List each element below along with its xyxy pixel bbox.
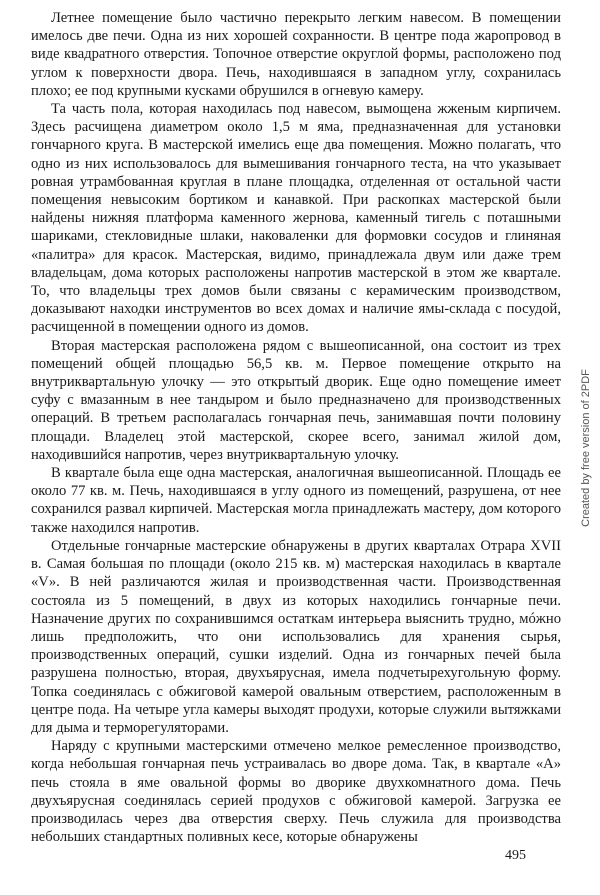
page-number: 495 <box>505 848 526 863</box>
paragraph: В квартале была еще одна мастерская, аналогичная вышеописанной. Площадь ее около 77 кв. м. Печь, находившаяся в углу одного из помещений, разрушена, от нее сохранился развал кирпичей. Мастерская могла принадлежать мастеру, дом которого также находился напротив. <box>31 465 561 536</box>
watermark-note: Created by free version of 2PDF <box>580 369 592 527</box>
paragraph: Та часть пола, которая находилась под навесом, вымощена жженым кирпичем. Здесь расчищена диаметром около 1,5 м яма, предназначенная для установки гончарного круга. В мастерской имелись еще два помещения. Можно полагать, что одно из них использовалось для вымешивания гончарного теста, на что указывает ровная утрамбованная круглая в плане площадка, отделенная от остальной части помещения невысоким бортиком и канавкой. При раскопках мастерской были найдены нижняя платформа каменного жернова, каменный тигель с поташными шариками, стекловидные шлаки, наковаленки для формовки сосудов и глиняная «палитра» для красок. Мастерская, видимо, принадлежала двум или даже трем владельцам, дома которых расположены напротив мастерской в этом же квартале. То, что владельцы трех домов были связаны с керамическим производством, доказывают находки инструментов во всех домах и наличие ямы-склада с посудой, расчищенной в помещении одного из домов. <box>31 101 561 336</box>
paragraph: Наряду с крупными мастерскими отмечено мелкое ремесленное производство, когда небольшая гончарная печь устраивалась во дворе дома. Так, в квартале «А» печь стояла в яме овальной формы во дворике двухкомнатного дома. Печь двухъярусная соединялась серией продухов с обжиговой камерой. Загрузка ее производилась через два отверстия сверху. Печь служила для производства небольших стандартных поливных кесе, которые обнаружены <box>31 738 561 846</box>
paragraph: Вторая мастерская расположена рядом с вышеописанной, она состоит из трех помещений общей площадью 56,5 кв. м. Первое помещение открыто на внутриквартальную улочку — это открытый дворик. Еще одно помещение имеет суфу с вмазанным в нее тандыром и было предназначено для производственных операций. В третьем располагалась гончарная печь, занимавшая почти половину площади. Владелец этой мастерской, скорее всего, занимал жилой дом, находившийся напротив, через внутриквартальную улочку. <box>31 337 561 463</box>
paragraph: Отдельные гончарные мастерские обнаружены в других кварталах Отрара XVII в. Самая большая по площади (около 215 кв. м) мастерская находилась в квартале «V». В ней различаются жилая и производственная части. Производственная состояла из 5 помещений, в двух из которых находились гончарные печи. Назначение других по сохранившимся остаткам интерьера выяснить трудно, мóжно лишь предположить, что они использовались для хранения сырья, производственных операций, сушки изделий. Одна из гончарных печей была разрушена полностью, вторая, двухъярусная, имела подчетырехугольную форму. Топка соединялась с обжиговой камерой овальным отверстием, расположенным в центре пода. На четыре угла камеры выходят продухи, которые служили вытяжками для дыма и терморегуляторами. <box>31 537 561 736</box>
page-body <box>31 9 561 846</box>
paragraph: Летнее помещение было частично перекрыто легким навесом. В помещении имелось две печи. Одна из них хорошей сохранности. В центре пода жаропровод в виде квадратного отверстия. Топочное отверстие округлой формы, расположено под углом к поверхности двора. Печь, находившаяся в западном углу, сохранилась плохо; ее под крупными кусками обрушился в огневую камеру. <box>31 10 561 99</box>
